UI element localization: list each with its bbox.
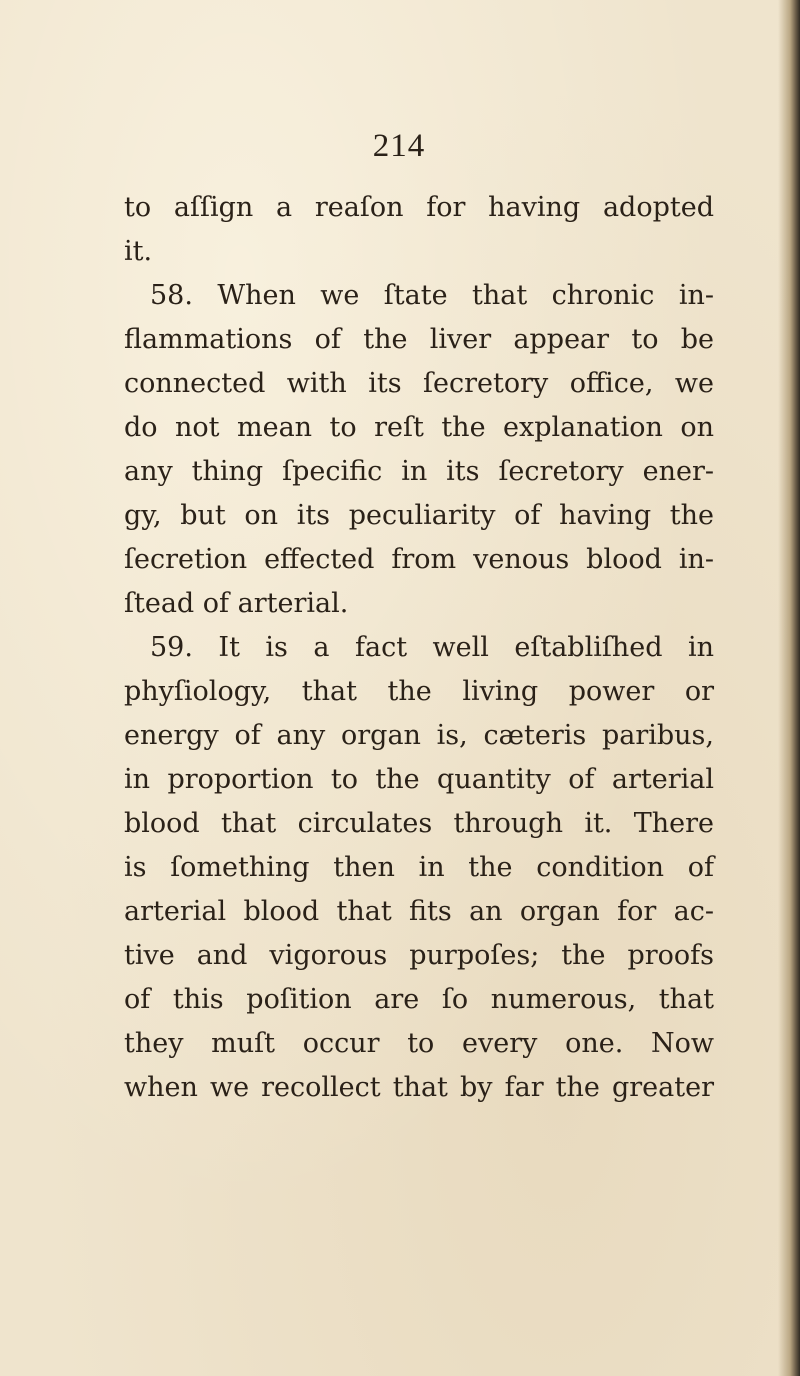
text-line: arterial blood that fits an organ for ac- <box>124 896 714 927</box>
text-line: tive and vigorous purpoſes; the proofs <box>124 940 714 971</box>
body-text <box>124 186 714 1110</box>
text-line: it. <box>124 236 153 267</box>
text-line: connected with its ſecretory office, we <box>124 368 714 399</box>
text-line: ſecretion effected from venous blood in- <box>124 544 714 575</box>
paragraph-59-start: 59. It is a fact well eſtabliſhed in <box>150 632 714 663</box>
text-line: they muſt occur to every one. Now <box>124 1028 714 1059</box>
text-line: ſtead of arterial. <box>124 588 349 619</box>
text-line: gy, but on its peculiarity of having the <box>124 500 714 531</box>
paragraph-58-start: 58. When we ſtate that chronic in- <box>150 280 714 311</box>
text-line: any thing ſpecific in its ſecretory ener- <box>124 456 714 487</box>
text-line: flammations of the liver appear to be <box>124 324 714 355</box>
text-line: when we recollect that by far the greater <box>124 1072 714 1103</box>
text-line: in proportion to the quantity of arterial <box>124 764 714 795</box>
text-line: of this poſition are ſo numerous, that <box>124 984 714 1015</box>
text-line: to aſſign a reaſon for having adopted <box>124 192 714 223</box>
text-line: is ſomething then in the condition of <box>124 852 714 883</box>
page-edge-shadow <box>778 0 800 1376</box>
text-line: do not mean to reſt the explanation on <box>124 412 714 443</box>
page-number: 214 <box>372 128 426 164</box>
text-line: energy of any organ is, cæteris paribus, <box>124 720 714 751</box>
text-line: phyſiology, that the living power or <box>124 676 714 707</box>
text-line: blood that circulates through it. There <box>124 808 714 839</box>
